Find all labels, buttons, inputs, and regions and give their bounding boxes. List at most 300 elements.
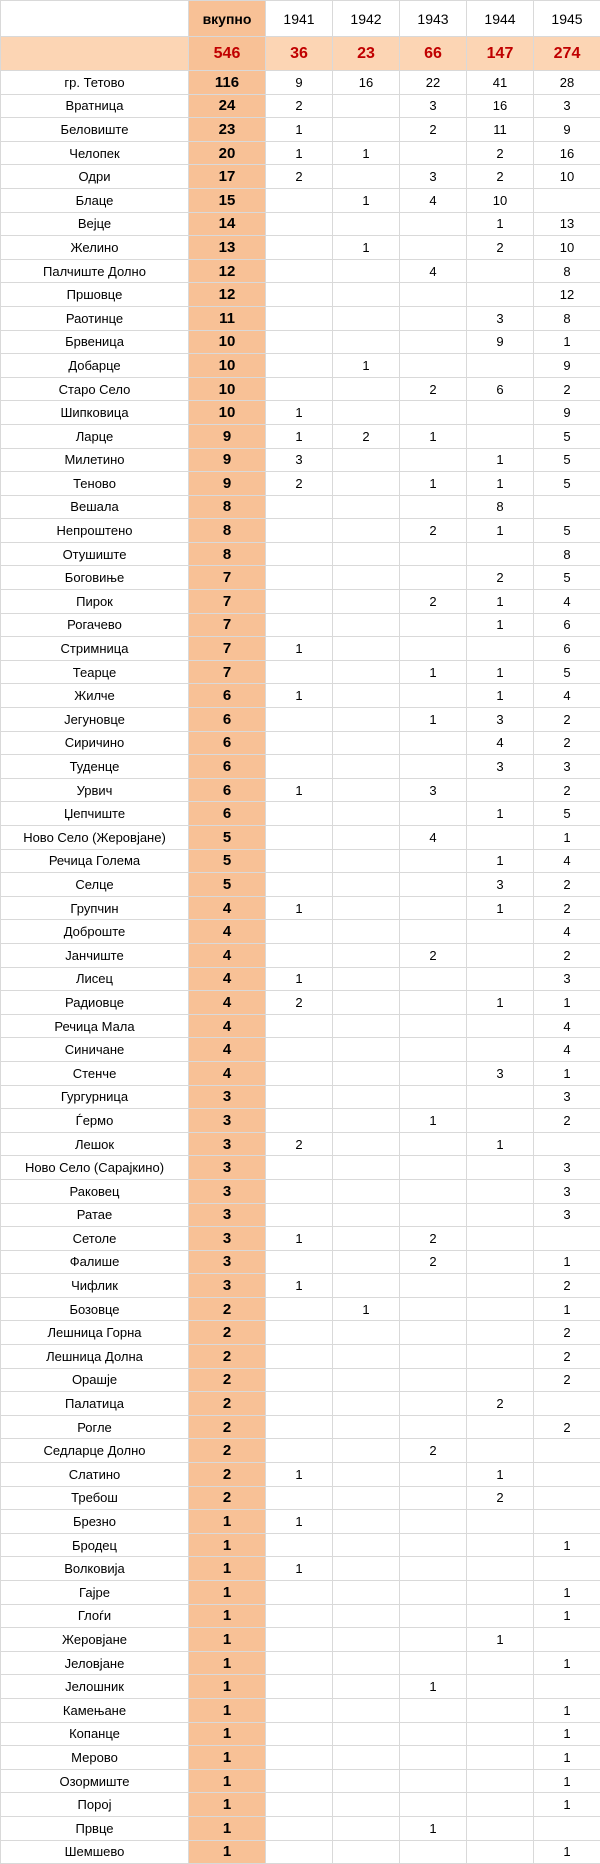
year-value-cell[interactable]: 1 [467,212,534,236]
year-value-cell[interactable] [467,259,534,283]
year-value-cell[interactable]: 5 [534,566,600,590]
year-value-cell[interactable] [266,1816,333,1840]
village-name-cell[interactable]: Гургурница [1,1085,189,1109]
year-value-cell[interactable] [467,1581,534,1605]
row-total-cell[interactable]: 4 [189,991,266,1015]
row-total-cell[interactable]: 116 [189,71,266,95]
village-name-cell[interactable]: Шипковица [1,401,189,425]
year-value-cell[interactable] [400,330,467,354]
header-year-1942[interactable]: 1942 [333,1,400,37]
year-value-cell[interactable] [333,1250,400,1274]
total-1942-cell[interactable]: 23 [333,37,400,71]
year-value-cell[interactable] [333,1557,400,1581]
year-value-cell[interactable] [266,1604,333,1628]
year-value-cell[interactable] [333,283,400,307]
row-total-cell[interactable]: 1 [189,1628,266,1652]
year-value-cell[interactable] [266,495,333,519]
year-value-cell[interactable] [266,542,333,566]
year-value-cell[interactable] [400,1392,467,1416]
year-value-cell[interactable]: 1 [467,896,534,920]
year-value-cell[interactable] [400,1038,467,1062]
year-value-cell[interactable] [400,1179,467,1203]
year-value-cell[interactable] [266,236,333,260]
year-value-cell[interactable]: 4 [534,1038,600,1062]
year-value-cell[interactable] [266,590,333,614]
village-name-cell[interactable]: Лисец [1,967,189,991]
year-value-cell[interactable] [266,1439,333,1463]
year-value-cell[interactable]: 5 [534,802,600,826]
village-name-cell[interactable]: Ратае [1,1203,189,1227]
year-value-cell[interactable]: 2 [534,731,600,755]
year-value-cell[interactable]: 3 [400,94,467,118]
year-value-cell[interactable]: 12 [534,283,600,307]
year-value-cell[interactable] [266,1368,333,1392]
year-value-cell[interactable]: 3 [534,94,600,118]
year-value-cell[interactable] [266,1840,333,1864]
row-total-cell[interactable]: 3 [189,1274,266,1298]
village-name-cell[interactable]: Вејце [1,212,189,236]
year-value-cell[interactable] [333,1109,400,1133]
year-value-cell[interactable] [266,1392,333,1416]
village-name-cell[interactable]: Фалише [1,1250,189,1274]
village-name-cell[interactable]: Јелошник [1,1675,189,1699]
village-name-cell[interactable]: Раковец [1,1179,189,1203]
row-total-cell[interactable]: 4 [189,943,266,967]
year-value-cell[interactable] [333,401,400,425]
year-value-cell[interactable]: 1 [266,684,333,708]
year-value-cell[interactable] [266,1345,333,1369]
year-value-cell[interactable]: 1 [400,1816,467,1840]
year-value-cell[interactable] [333,118,400,142]
year-value-cell[interactable] [400,1368,467,1392]
row-total-cell[interactable]: 9 [189,472,266,496]
total-1945-cell[interactable]: 274 [534,37,600,71]
year-value-cell[interactable]: 1 [400,708,467,732]
year-value-cell[interactable]: 2 [534,873,600,897]
year-value-cell[interactable]: 1 [266,778,333,802]
year-value-cell[interactable] [534,188,600,212]
year-value-cell[interactable] [333,542,400,566]
year-value-cell[interactable] [333,1651,400,1675]
year-value-cell[interactable] [467,424,534,448]
year-value-cell[interactable] [266,920,333,944]
village-name-cell[interactable]: Глоѓи [1,1604,189,1628]
village-name-cell[interactable]: Сиричино [1,731,189,755]
year-value-cell[interactable]: 2 [534,1415,600,1439]
row-total-cell[interactable]: 13 [189,236,266,260]
village-name-cell[interactable]: Гајре [1,1581,189,1605]
row-total-cell[interactable]: 10 [189,401,266,425]
row-total-cell[interactable]: 6 [189,778,266,802]
village-name-cell[interactable]: Рогачево [1,613,189,637]
year-value-cell[interactable]: 1 [467,1628,534,1652]
year-value-cell[interactable] [467,1415,534,1439]
year-value-cell[interactable]: 3 [400,165,467,189]
village-name-cell[interactable]: Лешок [1,1132,189,1156]
year-value-cell[interactable] [400,1698,467,1722]
year-value-cell[interactable]: 2 [400,1250,467,1274]
row-total-cell[interactable]: 11 [189,306,266,330]
year-value-cell[interactable]: 3 [534,1179,600,1203]
year-value-cell[interactable] [467,354,534,378]
village-name-cell[interactable]: Блаце [1,188,189,212]
year-value-cell[interactable] [266,873,333,897]
year-value-cell[interactable] [266,613,333,637]
year-value-cell[interactable] [467,1604,534,1628]
year-value-cell[interactable]: 6 [534,637,600,661]
header-year-1941[interactable]: 1941 [266,1,333,37]
year-value-cell[interactable]: 3 [467,708,534,732]
row-total-cell[interactable]: 24 [189,94,266,118]
year-value-cell[interactable] [266,330,333,354]
row-total-cell[interactable]: 7 [189,637,266,661]
year-value-cell[interactable] [333,1816,400,1840]
year-value-cell[interactable] [467,1840,534,1864]
village-name-cell[interactable]: Требош [1,1486,189,1510]
year-value-cell[interactable]: 2 [467,566,534,590]
village-name-cell[interactable]: Ново Село (Сарајкино) [1,1156,189,1180]
village-name-cell[interactable]: Желино [1,236,189,260]
year-value-cell[interactable]: 1 [333,141,400,165]
village-name-cell[interactable]: Порој [1,1793,189,1817]
year-value-cell[interactable] [400,873,467,897]
year-value-cell[interactable]: 1 [467,684,534,708]
year-value-cell[interactable] [400,1510,467,1534]
year-value-cell[interactable]: 5 [534,448,600,472]
village-name-cell[interactable]: Камењане [1,1698,189,1722]
year-value-cell[interactable] [266,1793,333,1817]
year-value-cell[interactable] [333,896,400,920]
village-name-cell[interactable]: Ново Село (Жеровјане) [1,826,189,850]
row-total-cell[interactable]: 8 [189,542,266,566]
year-value-cell[interactable] [266,1085,333,1109]
row-total-cell[interactable]: 1 [189,1722,266,1746]
year-value-cell[interactable] [333,1722,400,1746]
year-value-cell[interactable] [333,259,400,283]
village-name-cell[interactable]: Лешница Горна [1,1321,189,1345]
year-value-cell[interactable] [467,1533,534,1557]
year-value-cell[interactable] [534,1675,600,1699]
year-value-cell[interactable] [400,354,467,378]
year-value-cell[interactable] [467,1321,534,1345]
village-name-cell[interactable]: Ларце [1,424,189,448]
year-value-cell[interactable]: 1 [467,590,534,614]
year-value-cell[interactable] [400,1746,467,1770]
year-value-cell[interactable]: 2 [467,1392,534,1416]
year-value-cell[interactable] [467,1038,534,1062]
year-value-cell[interactable] [467,1014,534,1038]
totals-label-cell[interactable] [1,37,189,71]
year-value-cell[interactable] [333,1793,400,1817]
year-value-cell[interactable] [266,1628,333,1652]
row-total-cell[interactable]: 20 [189,141,266,165]
year-value-cell[interactable] [400,1486,467,1510]
year-value-cell[interactable]: 1 [266,1463,333,1487]
year-value-cell[interactable] [333,1510,400,1534]
year-value-cell[interactable] [266,259,333,283]
year-value-cell[interactable]: 3 [534,755,600,779]
year-value-cell[interactable] [400,1061,467,1085]
year-value-cell[interactable]: 4 [467,731,534,755]
row-total-cell[interactable]: 4 [189,920,266,944]
year-value-cell[interactable]: 3 [534,1156,600,1180]
year-value-cell[interactable] [400,1345,467,1369]
year-value-cell[interactable] [400,1156,467,1180]
year-value-cell[interactable]: 1 [534,1533,600,1557]
year-value-cell[interactable]: 16 [333,71,400,95]
year-value-cell[interactable] [467,1085,534,1109]
row-total-cell[interactable]: 6 [189,755,266,779]
row-total-cell[interactable]: 1 [189,1769,266,1793]
row-total-cell[interactable]: 7 [189,660,266,684]
year-value-cell[interactable] [534,1463,600,1487]
row-total-cell[interactable]: 3 [189,1227,266,1251]
village-name-cell[interactable]: Синичане [1,1038,189,1062]
year-value-cell[interactable] [400,306,467,330]
year-value-cell[interactable] [333,1581,400,1605]
row-total-cell[interactable]: 8 [189,519,266,543]
row-total-cell[interactable]: 1 [189,1675,266,1699]
year-value-cell[interactable]: 2 [534,778,600,802]
village-name-cell[interactable]: Пршовце [1,283,189,307]
year-value-cell[interactable]: 3 [467,1061,534,1085]
year-value-cell[interactable] [333,1675,400,1699]
year-value-cell[interactable]: 1 [266,1274,333,1298]
year-value-cell[interactable] [333,1439,400,1463]
year-value-cell[interactable] [400,401,467,425]
year-value-cell[interactable]: 4 [400,826,467,850]
year-value-cell[interactable]: 28 [534,71,600,95]
year-value-cell[interactable] [534,1557,600,1581]
year-value-cell[interactable] [400,141,467,165]
year-value-cell[interactable] [333,306,400,330]
village-name-cell[interactable]: Вешала [1,495,189,519]
year-value-cell[interactable]: 8 [467,495,534,519]
year-value-cell[interactable] [333,967,400,991]
village-name-cell[interactable]: Доброште [1,920,189,944]
row-total-cell[interactable]: 5 [189,873,266,897]
village-name-cell[interactable]: Жеровјане [1,1628,189,1652]
year-value-cell[interactable]: 1 [266,118,333,142]
year-value-cell[interactable] [400,637,467,661]
year-value-cell[interactable]: 2 [534,1274,600,1298]
village-name-cell[interactable]: Раотинце [1,306,189,330]
year-value-cell[interactable] [467,826,534,850]
row-total-cell[interactable]: 7 [189,590,266,614]
year-value-cell[interactable] [534,1132,600,1156]
village-name-cell[interactable]: Брезно [1,1510,189,1534]
row-total-cell[interactable]: 9 [189,448,266,472]
year-value-cell[interactable]: 2 [467,141,534,165]
year-value-cell[interactable] [467,1746,534,1770]
year-value-cell[interactable]: 5 [534,519,600,543]
year-value-cell[interactable] [266,943,333,967]
year-value-cell[interactable]: 2 [400,590,467,614]
year-value-cell[interactable] [534,1392,600,1416]
village-name-cell[interactable]: Сетоле [1,1227,189,1251]
year-value-cell[interactable] [333,1486,400,1510]
year-value-cell[interactable]: 1 [534,1698,600,1722]
year-value-cell[interactable]: 1 [534,1581,600,1605]
year-value-cell[interactable] [400,1628,467,1652]
village-name-cell[interactable]: Вратница [1,94,189,118]
year-value-cell[interactable] [266,188,333,212]
year-value-cell[interactable] [266,1486,333,1510]
village-name-cell[interactable]: Старо Село [1,377,189,401]
year-value-cell[interactable]: 1 [400,424,467,448]
year-value-cell[interactable] [333,519,400,543]
year-value-cell[interactable] [333,472,400,496]
year-value-cell[interactable]: 1 [534,1061,600,1085]
year-value-cell[interactable]: 1 [266,141,333,165]
year-value-cell[interactable]: 1 [400,660,467,684]
year-value-cell[interactable] [467,1368,534,1392]
year-value-cell[interactable] [400,802,467,826]
year-value-cell[interactable] [266,283,333,307]
year-value-cell[interactable]: 6 [534,613,600,637]
year-value-cell[interactable] [266,1156,333,1180]
year-value-cell[interactable]: 10 [534,165,600,189]
year-value-cell[interactable] [467,1250,534,1274]
year-value-cell[interactable]: 9 [534,401,600,425]
year-value-cell[interactable] [333,1227,400,1251]
year-value-cell[interactable]: 2 [467,1486,534,1510]
village-name-cell[interactable]: Жилче [1,684,189,708]
year-value-cell[interactable]: 2 [534,1345,600,1369]
year-value-cell[interactable] [266,519,333,543]
year-value-cell[interactable]: 1 [534,1746,600,1770]
year-value-cell[interactable] [333,330,400,354]
year-value-cell[interactable] [333,991,400,1015]
year-value-cell[interactable] [266,1179,333,1203]
header-year-1945[interactable]: 1945 [534,1,600,37]
village-name-cell[interactable]: Групчин [1,896,189,920]
year-value-cell[interactable] [266,826,333,850]
year-value-cell[interactable] [400,1533,467,1557]
year-value-cell[interactable] [400,1132,467,1156]
year-value-cell[interactable] [266,377,333,401]
year-value-cell[interactable]: 2 [534,1321,600,1345]
village-name-cell[interactable]: Слатино [1,1463,189,1487]
row-total-cell[interactable]: 6 [189,802,266,826]
year-value-cell[interactable] [333,1321,400,1345]
total-1944-cell[interactable]: 147 [467,37,534,71]
year-value-cell[interactable]: 16 [467,94,534,118]
year-value-cell[interactable]: 1 [467,472,534,496]
year-value-cell[interactable] [266,660,333,684]
row-total-cell[interactable]: 2 [189,1415,266,1439]
year-value-cell[interactable]: 1 [467,1463,534,1487]
year-value-cell[interactable]: 2 [400,1227,467,1251]
year-value-cell[interactable] [266,1061,333,1085]
year-value-cell[interactable] [266,1651,333,1675]
row-total-cell[interactable]: 2 [189,1463,266,1487]
year-value-cell[interactable] [467,283,534,307]
year-value-cell[interactable] [467,1203,534,1227]
year-value-cell[interactable]: 2 [467,236,534,260]
year-value-cell[interactable] [266,1109,333,1133]
year-value-cell[interactable]: 10 [467,188,534,212]
row-total-cell[interactable]: 2 [189,1345,266,1369]
year-value-cell[interactable]: 4 [534,590,600,614]
year-value-cell[interactable]: 2 [534,943,600,967]
year-value-cell[interactable]: 1 [467,802,534,826]
year-value-cell[interactable] [333,1038,400,1062]
year-value-cell[interactable]: 3 [534,967,600,991]
year-value-cell[interactable] [467,1179,534,1203]
row-total-cell[interactable]: 1 [189,1604,266,1628]
year-value-cell[interactable]: 3 [400,778,467,802]
year-value-cell[interactable] [400,448,467,472]
year-value-cell[interactable] [333,566,400,590]
row-total-cell[interactable]: 9 [189,424,266,448]
village-name-cell[interactable]: Џепчиште [1,802,189,826]
village-name-cell[interactable]: Речица Мала [1,1014,189,1038]
year-value-cell[interactable]: 1 [467,849,534,873]
year-value-cell[interactable]: 22 [400,71,467,95]
year-value-cell[interactable] [266,1533,333,1557]
year-value-cell[interactable] [333,1368,400,1392]
header-name-cell[interactable] [1,1,189,37]
village-name-cell[interactable]: Копанце [1,1722,189,1746]
year-value-cell[interactable]: 1 [534,1651,600,1675]
village-name-cell[interactable]: Урвич [1,778,189,802]
year-value-cell[interactable] [333,590,400,614]
year-value-cell[interactable] [333,684,400,708]
row-total-cell[interactable]: 6 [189,708,266,732]
row-total-cell[interactable]: 17 [189,165,266,189]
year-value-cell[interactable] [333,708,400,732]
year-value-cell[interactable]: 1 [467,519,534,543]
year-value-cell[interactable]: 2 [400,943,467,967]
year-value-cell[interactable]: 1 [266,1557,333,1581]
village-name-cell[interactable]: Туденце [1,755,189,779]
grand-total-cell[interactable]: 546 [189,37,266,71]
row-total-cell[interactable]: 3 [189,1109,266,1133]
village-name-cell[interactable]: Палатица [1,1392,189,1416]
year-value-cell[interactable] [467,1345,534,1369]
year-value-cell[interactable]: 4 [400,259,467,283]
village-name-cell[interactable]: Мерово [1,1746,189,1770]
year-value-cell[interactable] [333,920,400,944]
year-value-cell[interactable]: 1 [266,424,333,448]
row-total-cell[interactable]: 12 [189,283,266,307]
year-value-cell[interactable]: 9 [534,118,600,142]
year-value-cell[interactable] [333,1463,400,1487]
year-value-cell[interactable]: 3 [534,1203,600,1227]
year-value-cell[interactable] [333,1604,400,1628]
row-total-cell[interactable]: 3 [189,1085,266,1109]
year-value-cell[interactable] [333,755,400,779]
village-name-cell[interactable]: Ѓермо [1,1109,189,1133]
header-year-1944[interactable]: 1944 [467,1,534,37]
year-value-cell[interactable] [400,1085,467,1109]
year-value-cell[interactable] [534,1227,600,1251]
row-total-cell[interactable]: 4 [189,1014,266,1038]
row-total-cell[interactable]: 10 [189,377,266,401]
year-value-cell[interactable] [266,755,333,779]
header-year-1943[interactable]: 1943 [400,1,467,37]
year-value-cell[interactable] [467,1227,534,1251]
village-name-cell[interactable]: Бозовце [1,1297,189,1321]
year-value-cell[interactable] [534,1439,600,1463]
year-value-cell[interactable]: 9 [467,330,534,354]
year-value-cell[interactable] [400,236,467,260]
village-name-cell[interactable]: Јанчиште [1,943,189,967]
year-value-cell[interactable] [400,566,467,590]
year-value-cell[interactable] [266,1675,333,1699]
row-total-cell[interactable]: 3 [189,1250,266,1274]
